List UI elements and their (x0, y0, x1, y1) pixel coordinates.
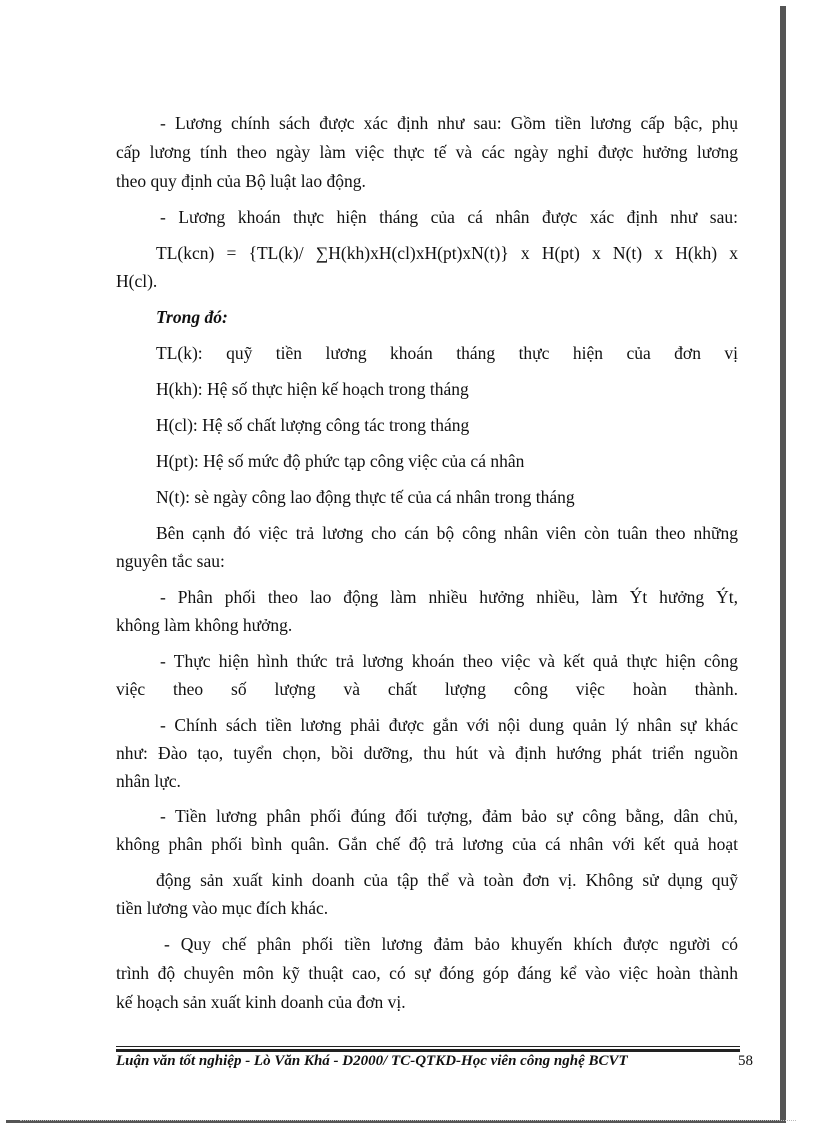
text-line: - Tiền lương phân phối đúng đối tượng, đảm bảo sự công bằng, dân chủ, (160, 806, 738, 826)
text-line: - Lương chính sách được xác định như sau: Gồm tiền lương cấp bậc, phụ (160, 113, 738, 133)
formula-line: H(cl). (116, 271, 158, 291)
footer-rule-thin (116, 1046, 740, 1047)
text-line: động sản xuất kinh doanh của tập thể và toàn đơn vị. Không sử dụng quỹ (156, 870, 738, 890)
definition-line: H(cl): Hệ số chất lượng công tác trong tháng (156, 415, 470, 435)
text-line: việc theo số lượng và chất lượng công việc hoàn thành. (116, 679, 738, 699)
footer-text: Luận văn tốt nghiệp - Lò Văn Khá - D2000/ TC-QTKD-Học viên công nghệ BCVT (116, 1053, 628, 1069)
text-line: cấp lương tính theo ngày làm việc thực tế và các ngày nghỉ được hưởng lương (116, 142, 738, 162)
definition-line: H(pt): Hệ số mức độ phức tạp công việc của cá nhân (156, 451, 525, 471)
footer-rule-thick (116, 1049, 740, 1052)
definition-line: H(kh): Hệ số thực hiện kế hoạch trong tháng (156, 379, 469, 399)
section-heading: Trong đó: (156, 307, 228, 327)
text-line: - Lương khoán thực hiện tháng của cá nhân được xác định như sau: (160, 207, 738, 227)
text-line: - Phân phối theo lao động làm nhiều hưởng nhiều, làm Ýt hưởng Ýt, (160, 587, 738, 607)
text-line: - Quy chế phân phối tiền lương đảm bảo khuyến khích được người có (164, 934, 738, 954)
text-line: - Thực hiện hình thức trả lương khoán theo việc và kết quả thực hiện công (160, 651, 738, 671)
definition-line: N(t): sè ngày công lao động thực tế của cá nhân trong tháng (156, 487, 575, 507)
text-line: không phân phối bình quân. Gắn chế độ trả lương của cá nhân với kết quả hoạt (116, 834, 738, 854)
text-line: nguyên tắc sau: (116, 551, 225, 571)
text-line: kế hoạch sản xuất kinh doanh của đơn vị. (116, 992, 406, 1012)
text-line: tiền lương vào mục đích khác. (116, 898, 329, 918)
formula-line: TL(kcn) = {TL(k)/ ∑H(kh)xH(cl)xH(pt)xN(t)} x H(pt) x N(t) x H(kh) x (156, 243, 738, 263)
definition-line: TL(k): quỹ tiền lương khoán tháng thực hiện của đơn vị (156, 343, 738, 363)
page-bottom-dotted-border (20, 1120, 796, 1121)
text-line: theo quy định của Bộ luật lao động. (116, 171, 366, 191)
text-line: nhân lực. (116, 771, 181, 791)
text-line: - Chính sách tiền lương phải được gắn với nội dung quản lý nhân sự khác (160, 715, 738, 735)
text-line: Bên cạnh đó việc trả lương cho cán bộ công nhân viên còn tuân theo những (156, 523, 738, 543)
text-line: trình độ chuyên môn kỹ thuật cao, có sự đóng góp đáng kể vào việc hoàn thành (116, 963, 738, 983)
text-line: như: Đào tạo, tuyển chọn, bồi dưỡng, thu hút và định hướng phát triển nguồn (116, 743, 738, 763)
page-number: 58 (738, 1053, 753, 1069)
text-line: không làm không hưởng. (116, 615, 293, 635)
